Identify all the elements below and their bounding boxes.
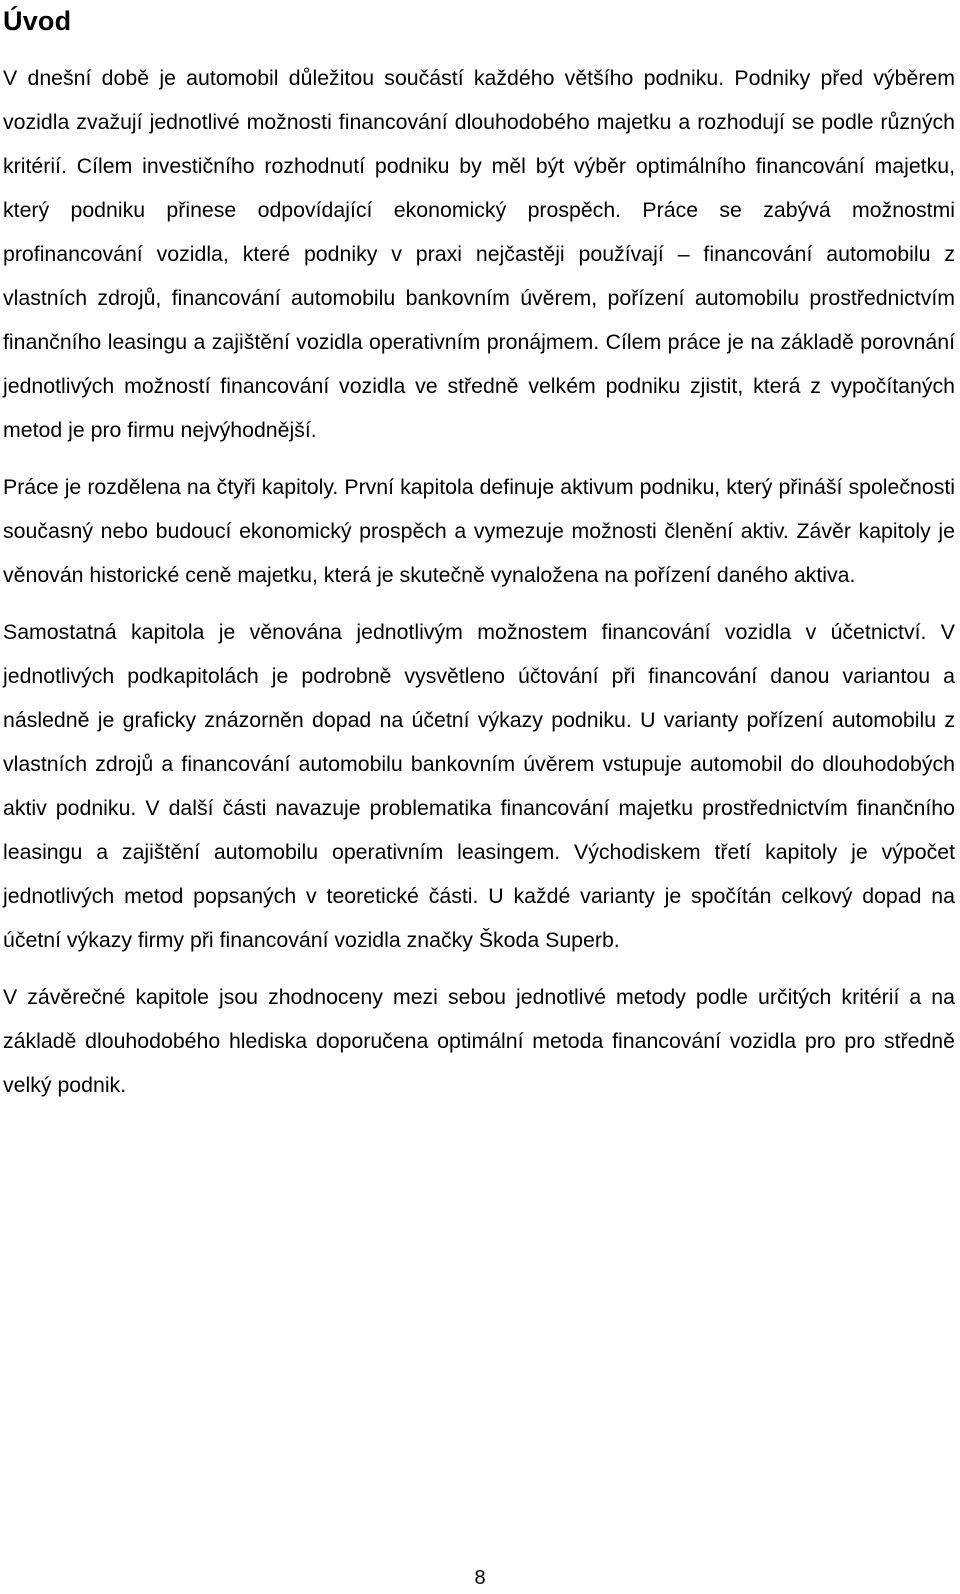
page-number: 8 <box>474 1567 486 1589</box>
paragraph-chapter-structure: Práce je rozdělena na čtyři kapitoly. První kapitola definuje aktivum podniku, který přináší společnosti současný nebo budoucí ekonomický prospěch a vymezuje možnosti členění aktiv. Závěr kapitoly je věnován historické ceně majetku, která je skutečně vynaložena na pořízení daného aktiva. <box>3 475 955 587</box>
section-title: Úvod <box>3 6 72 36</box>
document-page <box>3 0 955 1107</box>
paragraph-accounting-chapter: Samostatná kapitola je věnována jednotlivým možnostem financování vozidla v účetnictví. V jednotlivých podkapitolách je podrobně vysvětleno účtování při financování danou variantou a následně je graficky znázorněn dopad na účetní výkazy podniku. U varianty pořízení automobilu z vlastních zdrojů a financování automobilu bankovním úvěrem vstupuje automobil do dlouhodobých aktiv podniku. V další části navazuje problematika financování majetku prostřednictvím finančního leasingu a zajištění automobilu operativním leasingem. Východiskem třetí kapitoly je výpočet jednotlivých metod popsaných v teoretické části. U každé varianty je spočítán celkový dopad na účetní výkazy firmy při financování vozidla značky Škoda Superb. <box>3 620 955 952</box>
paragraph-introduction: V dnešní době je automobil důležitou součástí každého většího podniku. Podniky před výběrem vozidla zvažují jednotlivé možnosti financování dlouhodobého majetku a rozhodují se podle různých kritérií. Cílem investičního rozhodnutí podniku by měl být výběr optimálního financování majetku, který podniku přinese odpovídající ekonomický prospěch. Práce se zabývá možnostmi profinancování vozidla, které podniky v praxi nejčastěji používají – financování automobilu z vlastních zdrojů, financování automobilu bankovním úvěrem, pořízení automobilu prostřednictvím finančního leasingu a zajištění vozidla operativním pronájmem. Cílem práce je na základě porovnání jednotlivých možností financování vozidla ve středně velkém podniku zjistit, která z vypočítaných metod je pro firmu nejvýhodnější. <box>3 66 955 442</box>
paragraph-final-chapter: V závěrečné kapitole jsou zhodnoceny mezi sebou jednotlivé metody podle určitých kritérií a na základě dlouhodobého hlediska doporučena optimální metoda financování vozidla pro pro středně velký podnik. <box>3 985 955 1097</box>
